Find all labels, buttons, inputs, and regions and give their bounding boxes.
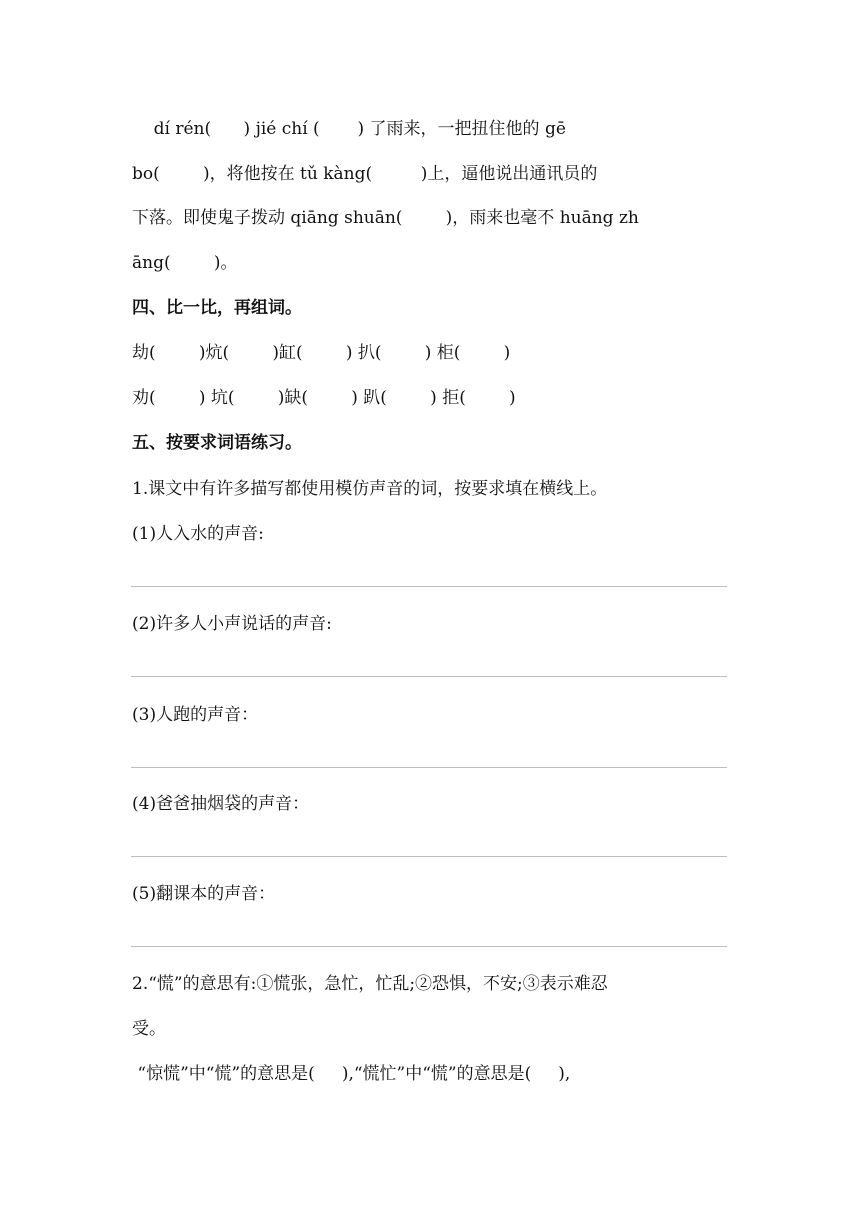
- question-2-line-2: 受。: [132, 1019, 166, 1039]
- sound-item-1: (1)人入水的声音:: [132, 524, 264, 544]
- passage-line-3: 下落。即使鬼子拨动 qiāng shuān( )，雨来也毫不 huāng zh: [132, 208, 639, 228]
- question-1: 1.课文中有许多描写都使用模仿声音的词，按要求填在横线上。: [132, 479, 608, 499]
- compare-row-1: 劫( )炕( )缸( ) 扒( ) 柜( ): [132, 343, 511, 363]
- answer-line-2[interactable]: [131, 676, 727, 677]
- compare-row-2: 劝( ) 坑( )缺( ) 趴( ) 拒( ): [132, 388, 516, 408]
- question-2-line-1: 2.“慌”的意思有:①慌张，急忙，忙乱;②恐惧，不安;③表示难忍: [132, 974, 608, 994]
- sound-item-3: (3)人跑的声音：: [132, 705, 259, 725]
- section-5-heading: 五、按要求词语练习。: [132, 433, 302, 453]
- passage-line-4: āng( )。: [132, 253, 238, 273]
- passage-line-2: bo( )，将他按在 tǔ kàng( )上，逼他说出通讯员的: [132, 164, 598, 184]
- answer-line-5[interactable]: [131, 946, 727, 947]
- section-4-heading: 四、比一比，再组词。: [132, 298, 302, 318]
- passage-line-1: dí rén( ) jié chí ( ) 了雨来，一把扭住他的 gē: [132, 119, 566, 139]
- question-2-line-3: “惊慌”中“慌”的意思是( ),“慌忙”中“慌”的意思是( ),: [132, 1064, 571, 1084]
- answer-line-1[interactable]: [131, 586, 727, 587]
- answer-line-4[interactable]: [131, 856, 727, 857]
- sound-item-4: (4)爸爸抽烟袋的声音：: [132, 794, 310, 814]
- answer-line-3[interactable]: [131, 767, 727, 768]
- sound-item-2: (2)许多人小声说话的声音:: [132, 614, 332, 634]
- sound-item-5: (5)翻课本的声音：: [132, 884, 276, 904]
